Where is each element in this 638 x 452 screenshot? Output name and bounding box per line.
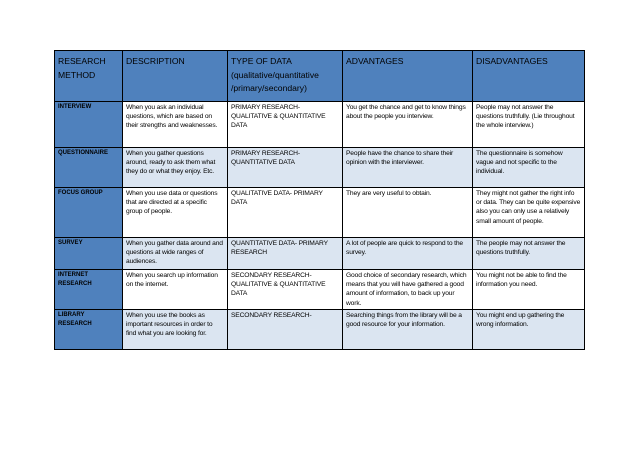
- table-row: [55, 270, 585, 310]
- description-cell: When you use the books as important resources in order to find what you are looking for.: [123, 309, 228, 349]
- method-cell: SURVEY: [55, 238, 123, 270]
- type-cell: PRIMARY RESEARCH-QUANTITATIVE DATA: [228, 148, 343, 188]
- description-cell: When you search up information on the internet.: [123, 270, 228, 310]
- disadvantages-cell: You might end up gathering the wrong information.: [473, 309, 585, 349]
- description-cell: When you ask an individual questions, which are based on their strengths and weaknesses.: [123, 102, 228, 148]
- type-cell: SECONDARY RESEARCH-QUALITATIVE & QUANTITATIVE DATA: [228, 270, 343, 310]
- method-cell: INTERNET RESEARCH: [55, 270, 123, 310]
- advantages-cell: Good choice of secondary research, which means that you will have gathered a good amount of information, to back up your work.: [343, 270, 473, 310]
- advantages-cell: You get the chance and get to know things about the people you interview.: [343, 102, 473, 148]
- advantages-cell: People have the chance to share their opinion with the interviewer.: [343, 148, 473, 188]
- method-cell: LIBRARY RESEARCH: [55, 309, 123, 349]
- method-cell: INTERVIEW: [55, 102, 123, 148]
- advantages-cell: Searching things from the library will be a good resource for your information.: [343, 309, 473, 349]
- table-row: [55, 238, 585, 270]
- header-row: [55, 51, 585, 102]
- type-cell: SECONDARY RESEARCH-: [228, 309, 343, 349]
- table-row: [55, 188, 585, 238]
- table-row: [55, 148, 585, 188]
- header-research-method: RESEARCH METHOD: [55, 51, 123, 102]
- type-cell: QUALITATIVE DATA- PRIMARY DATA: [228, 188, 343, 238]
- header-disadvantages: DISADVANTAGES: [473, 51, 585, 102]
- description-cell: When you gather data around and questions at wide ranges of audiences.: [123, 238, 228, 270]
- table-row: [55, 102, 585, 148]
- advantages-cell: They are very useful to obtain.: [343, 188, 473, 238]
- description-cell: When you use data or questions that are directed at a specific group of people.: [123, 188, 228, 238]
- disadvantages-cell: The people may not answer the questions truthfully.: [473, 238, 585, 270]
- advantages-cell: A lot of people are quick to respond to the survey.: [343, 238, 473, 270]
- table-body: [55, 102, 585, 350]
- header-advantages: ADVANTAGES: [343, 51, 473, 102]
- table-header: [55, 51, 585, 102]
- type-cell: QUANTITATIVE DATA- PRIMARY RESEARCH: [228, 238, 343, 270]
- header-description: DESCRIPTION: [123, 51, 228, 102]
- research-methods-table: [54, 50, 585, 350]
- table-row: [55, 309, 585, 349]
- type-cell: PRIMARY RESEARCH-QUALITATIVE & QUANTITATIVE DATA: [228, 102, 343, 148]
- description-cell: When you gather questions around, ready to ask them what they do or what they enjoy. Etc.: [123, 148, 228, 188]
- disadvantages-cell: People may not answer the questions truthfully. (Lie throughout the whole interview.): [473, 102, 585, 148]
- header-type-of-data: TYPE OF DATA (qualitative/quantitative /primary/secondary): [228, 51, 343, 102]
- disadvantages-cell: The questionnaire is somehow vague and not specific to the individual.: [473, 148, 585, 188]
- method-cell: QUESTIONNAIRE: [55, 148, 123, 188]
- method-cell: FOCUS GROUP: [55, 188, 123, 238]
- disadvantages-cell: They might not gather the right info or data. They can be quite expensive also you can only use a relatively small amount of people.: [473, 188, 585, 238]
- disadvantages-cell: You might not be able to find the information you need.: [473, 270, 585, 310]
